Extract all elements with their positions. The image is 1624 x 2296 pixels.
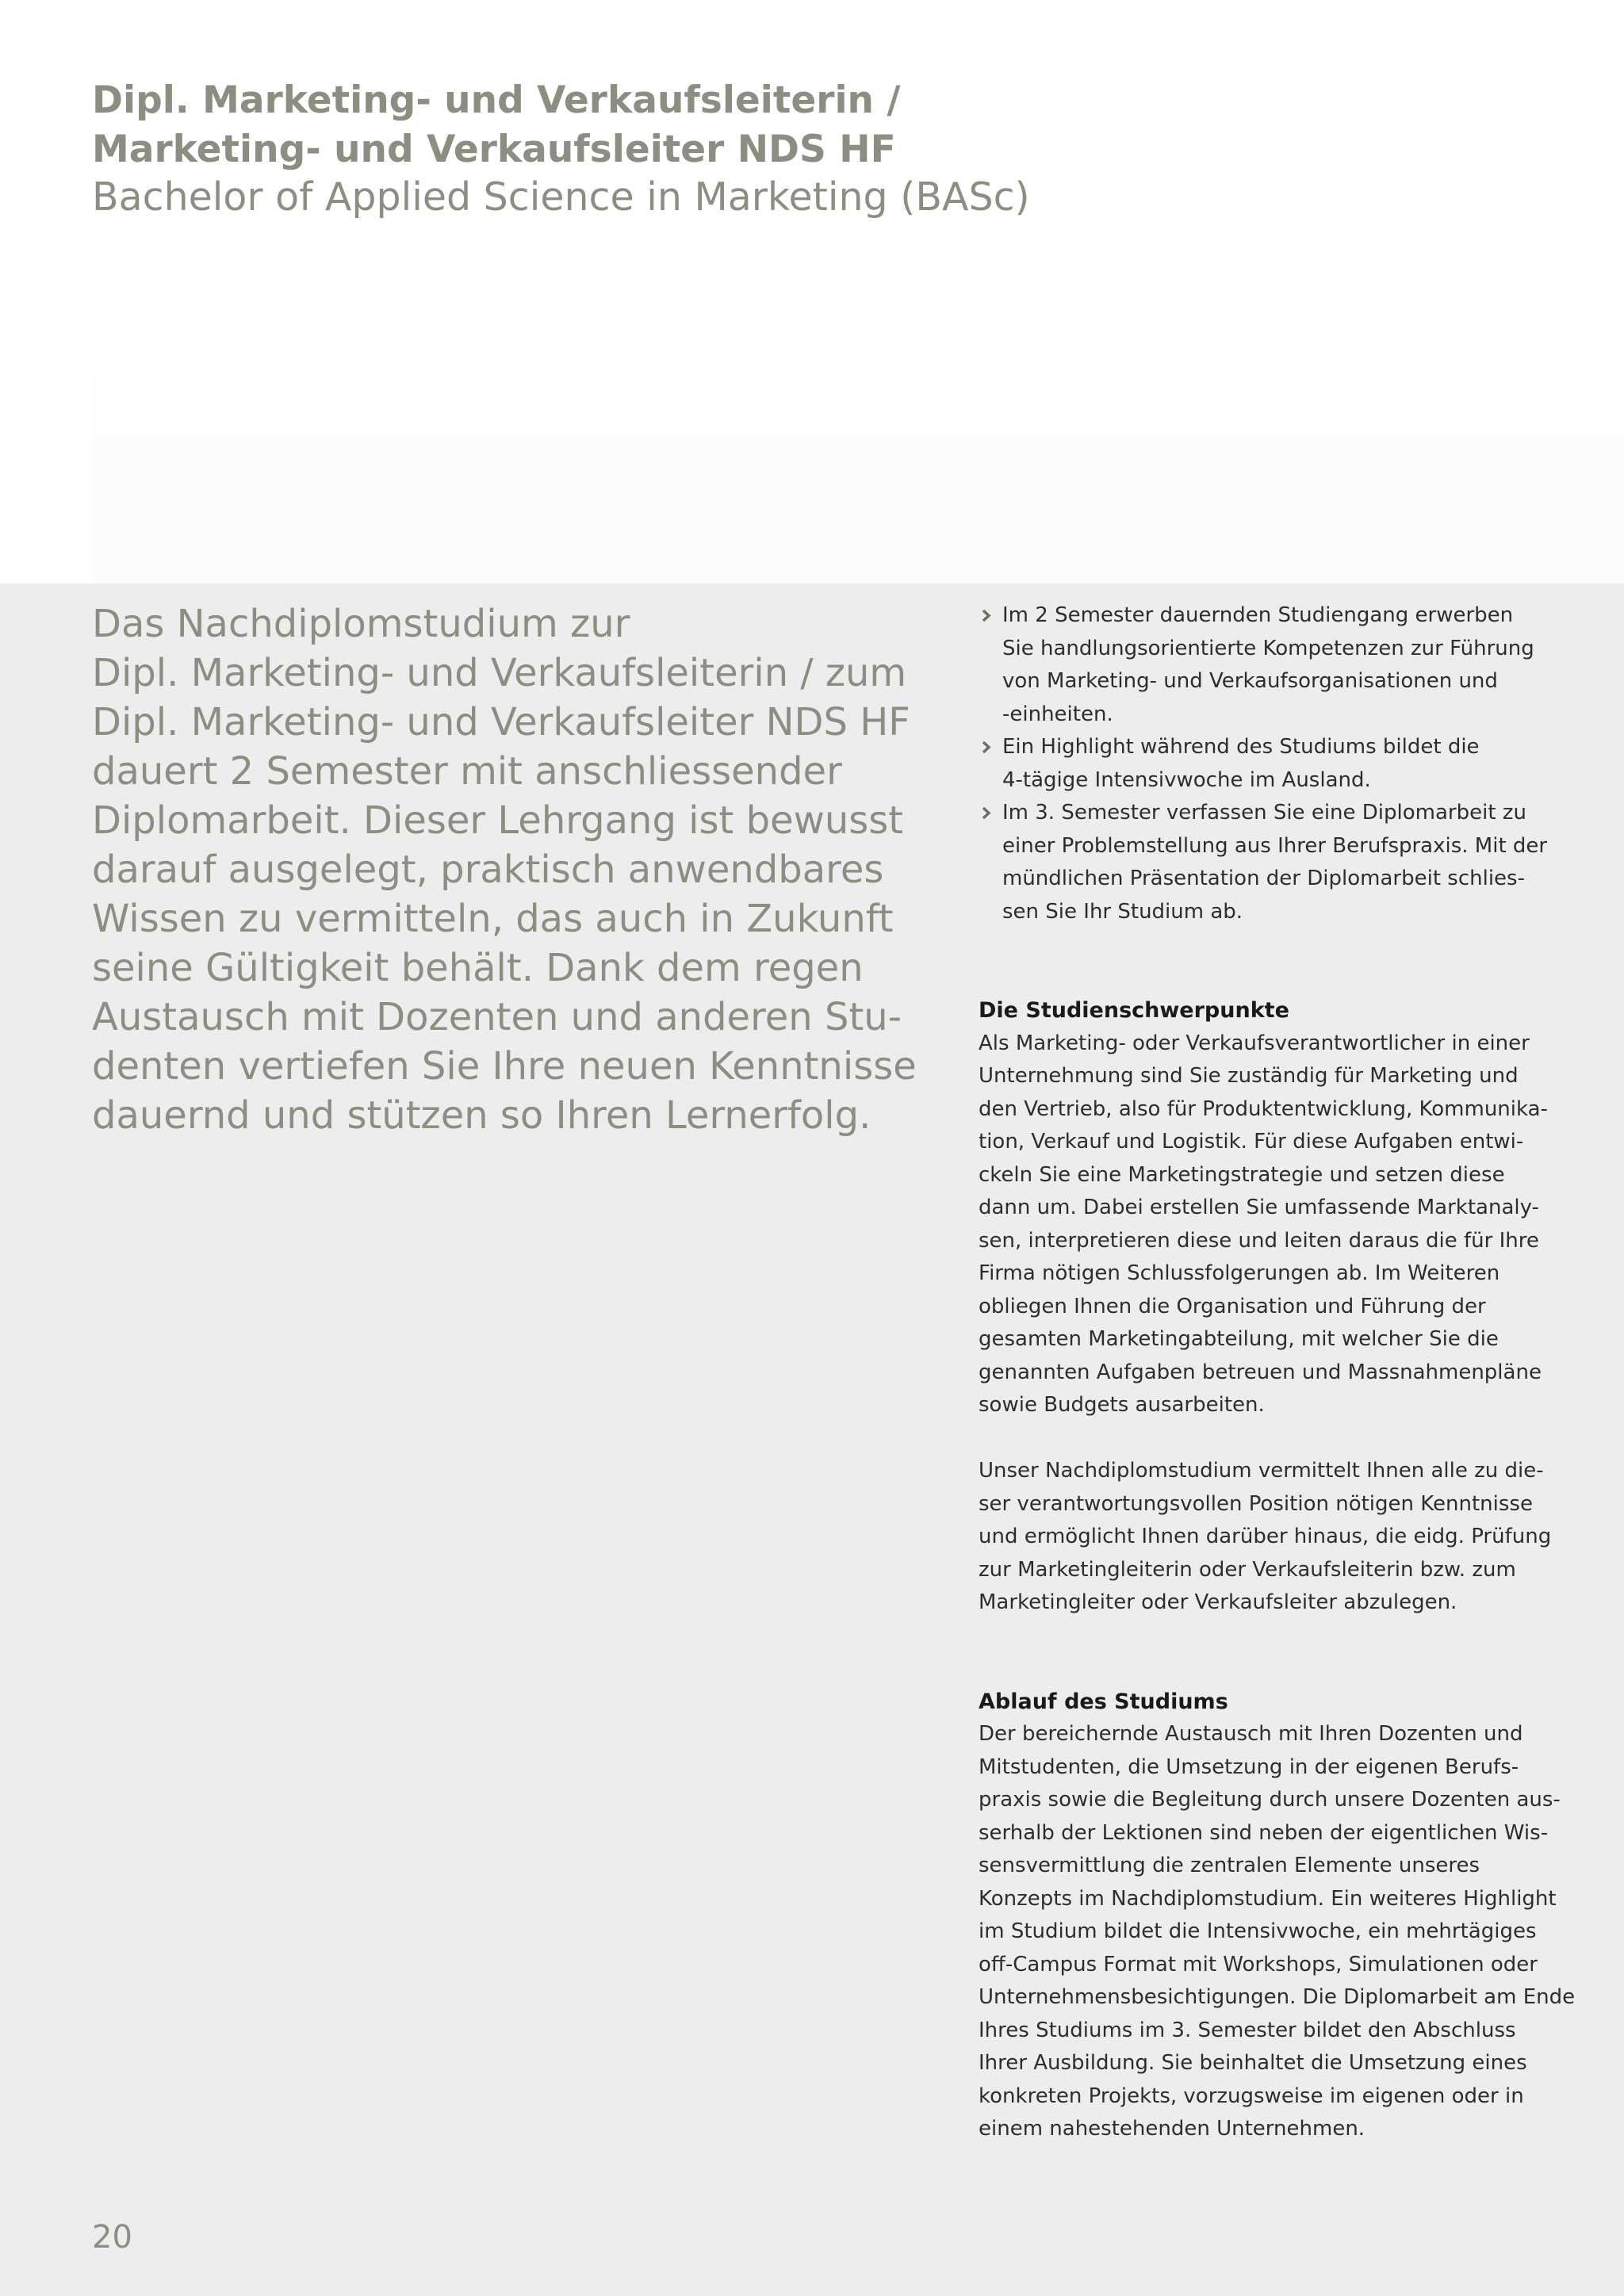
section-heading-schwerpunkte: Die Studienschwerpunkte (979, 998, 1289, 1023)
lead-line: Dipl. Marketing- und Verkaufsleiter NDS HF (92, 700, 910, 744)
text-line: sowie Budgets ausarbeiten. (979, 1393, 1265, 1417)
schwerpunkte-paragraph-1 (979, 1027, 1548, 1422)
page-title-line: Marketing- und Verkaufsleiter NDS HF (92, 128, 896, 171)
text-line: Marketingleiter oder Verkaufsleiter abzulegen. (979, 1590, 1457, 1614)
chevron-right-icon (979, 599, 994, 632)
lead-line: Dipl. Marketing- und Verkaufsleiterin / zum (92, 651, 907, 695)
lead-line: dauert 2 Semester mit anschliessender (92, 749, 842, 794)
chevron-right-icon (979, 797, 994, 829)
text-line: Ihres Studiums im 3. Semester bildet den Abschluss (979, 2018, 1516, 2042)
list-item-line: einer Problemstellung aus Ihrer Berufspraxis. Mit der (1002, 833, 1548, 858)
text-line: Firma nötigen Schlussfolgerungen ab. Im Weiteren (979, 1261, 1500, 1285)
list-item-line: Im 2 Semester dauernden Studiengang erwerben (1002, 603, 1514, 627)
text-line: ckeln Sie eine Marketingstrategie und setzen diese (979, 1162, 1505, 1187)
page-title (92, 76, 1123, 174)
lead-line: seine Gültigkeit behält. Dank dem regen (92, 946, 864, 990)
text-line: im Studium bildet die Intensivwoche, ein mehrtägiges (979, 1919, 1537, 1943)
text-line: Konzepts im Nachdiplomstudium. Ein weiteres Highlight (979, 1886, 1557, 1911)
text-line: sen, interpretieren diese und leiten daraus die für Ihre (979, 1228, 1539, 1253)
lead-line: dauernd und stützen so Ihren Lernerfolg. (92, 1093, 871, 1138)
text-line: obliegen Ihnen die Organisation und Führung der (979, 1294, 1486, 1318)
text-line: sensvermittlung die zentralen Elemente unseres (979, 1854, 1480, 1877)
text-line: Mitstudenten, die Umsetzung in der eigenen Berufs- (979, 1755, 1519, 1779)
lead-line: Das Nachdiplomstudium zur (92, 602, 630, 646)
text-line: off-Campus Format mit Workshops, Simulationen oder (979, 1952, 1538, 1976)
list-item-line: Sie handlungsorientierte Kompetenzen zur Führung (1002, 636, 1534, 660)
text-line: Der bereichernde Austausch mit Ihren Dozenten und (979, 1722, 1523, 1746)
list-item-line: von Marketing- und Verkaufsorganisationen und (1002, 669, 1498, 693)
page-number: 20 (92, 2219, 132, 2256)
list-item-line: sen Sie Ihr Studium ab. (1002, 899, 1243, 924)
text-line: konkreten Projekts, vorzugsweise im eigenen oder in (979, 2084, 1524, 2108)
text-line: Als Marketing- oder Verkaufsverantwortlicher in einer (979, 1031, 1530, 1055)
text-line: tion, Verkauf und Logistik. Für diese Aufgaben entwi- (979, 1130, 1524, 1154)
list-item-line: -einheiten. (1002, 702, 1113, 726)
text-line: dann um. Dabei erstellen Sie umfassende Marktanaly- (979, 1196, 1539, 1219)
text-line: Unternehmensbesichtigungen. Die Diplomarbeit am Ende (979, 1985, 1576, 2009)
chevron-right-icon (979, 731, 994, 763)
header-image-area (92, 238, 1624, 584)
lead-line: Diplomarbeit. Dieser Lehrgang ist bewusst (92, 798, 904, 843)
text-line: ser verantwortungsvollen Position nötigen Kenntnisse (979, 1491, 1533, 1516)
highlights-list (979, 599, 1548, 928)
list-item (979, 797, 1548, 928)
lead-line: darauf ausgelegt, praktisch anwendbares (92, 848, 884, 892)
text-line: und ermöglicht Ihnen darüber hinaus, die eidg. Prüfung (979, 1525, 1552, 1548)
ablauf-paragraph (979, 1718, 1576, 2146)
text-line: gesamten Marketingabteilung, mit welcher Sie die (979, 1327, 1499, 1351)
text-line: Unternehmung sind Sie zuständig für Marketing und (979, 1064, 1519, 1088)
text-line: einem nahestehenden Unternehmen. (979, 2117, 1365, 2141)
page-subtitle: Bachelor of Applied Science in Marketing (BASc) (92, 174, 1030, 220)
lead-line: Wissen zu vermitteln, das auch in Zukunft (92, 897, 894, 941)
list-item-line: Ein Highlight während des Studiums bildet die (1002, 735, 1480, 759)
schwerpunkte-paragraph-2 (979, 1455, 1552, 1620)
list-item (979, 731, 1530, 797)
text-line: Ihrer Ausbildung. Sie beinhaltet die Umsetzung eines (979, 2051, 1527, 2075)
text-line: serhalb der Lektionen sind neben der eigentlichen Wis- (979, 1820, 1549, 1845)
list-item-line: mündlichen Präsentation der Diplomarbeit schlies- (1002, 867, 1525, 890)
text-line: zur Marketingleiterin oder Verkaufsleiterin bzw. zum (979, 1557, 1516, 1582)
text-line: Unser Nachdiplomstudium vermittelt Ihnen alle zu die- (979, 1459, 1544, 1483)
list-item-line: 4-tägige Intensivwoche im Ausland. (1002, 767, 1371, 792)
page-title-line: Dipl. Marketing- und Verkaufsleiterin / (92, 78, 901, 122)
lead-line: Austausch mit Dozenten und anderen Stu- (92, 995, 902, 1039)
text-line: genannten Aufgaben betreuen und Massnahmenpläne (979, 1360, 1542, 1384)
lead-line: denten vertiefen Sie Ihre neuen Kenntnisse (92, 1044, 917, 1089)
list-item-line: Im 3. Semester verfassen Sie eine Diplomarbeit zu (1002, 801, 1526, 825)
right-column (979, 599, 1576, 2146)
section-heading-ablauf: Ablauf des Studiums (979, 1689, 1228, 1714)
text-line: praxis sowie die Begleitung durch unsere Dozenten aus- (979, 1788, 1561, 1812)
lead-paragraph (92, 599, 917, 1140)
text-line: den Vertrieb, also für Produktentwicklung, Kommunika- (979, 1096, 1548, 1121)
list-item (979, 599, 1534, 731)
